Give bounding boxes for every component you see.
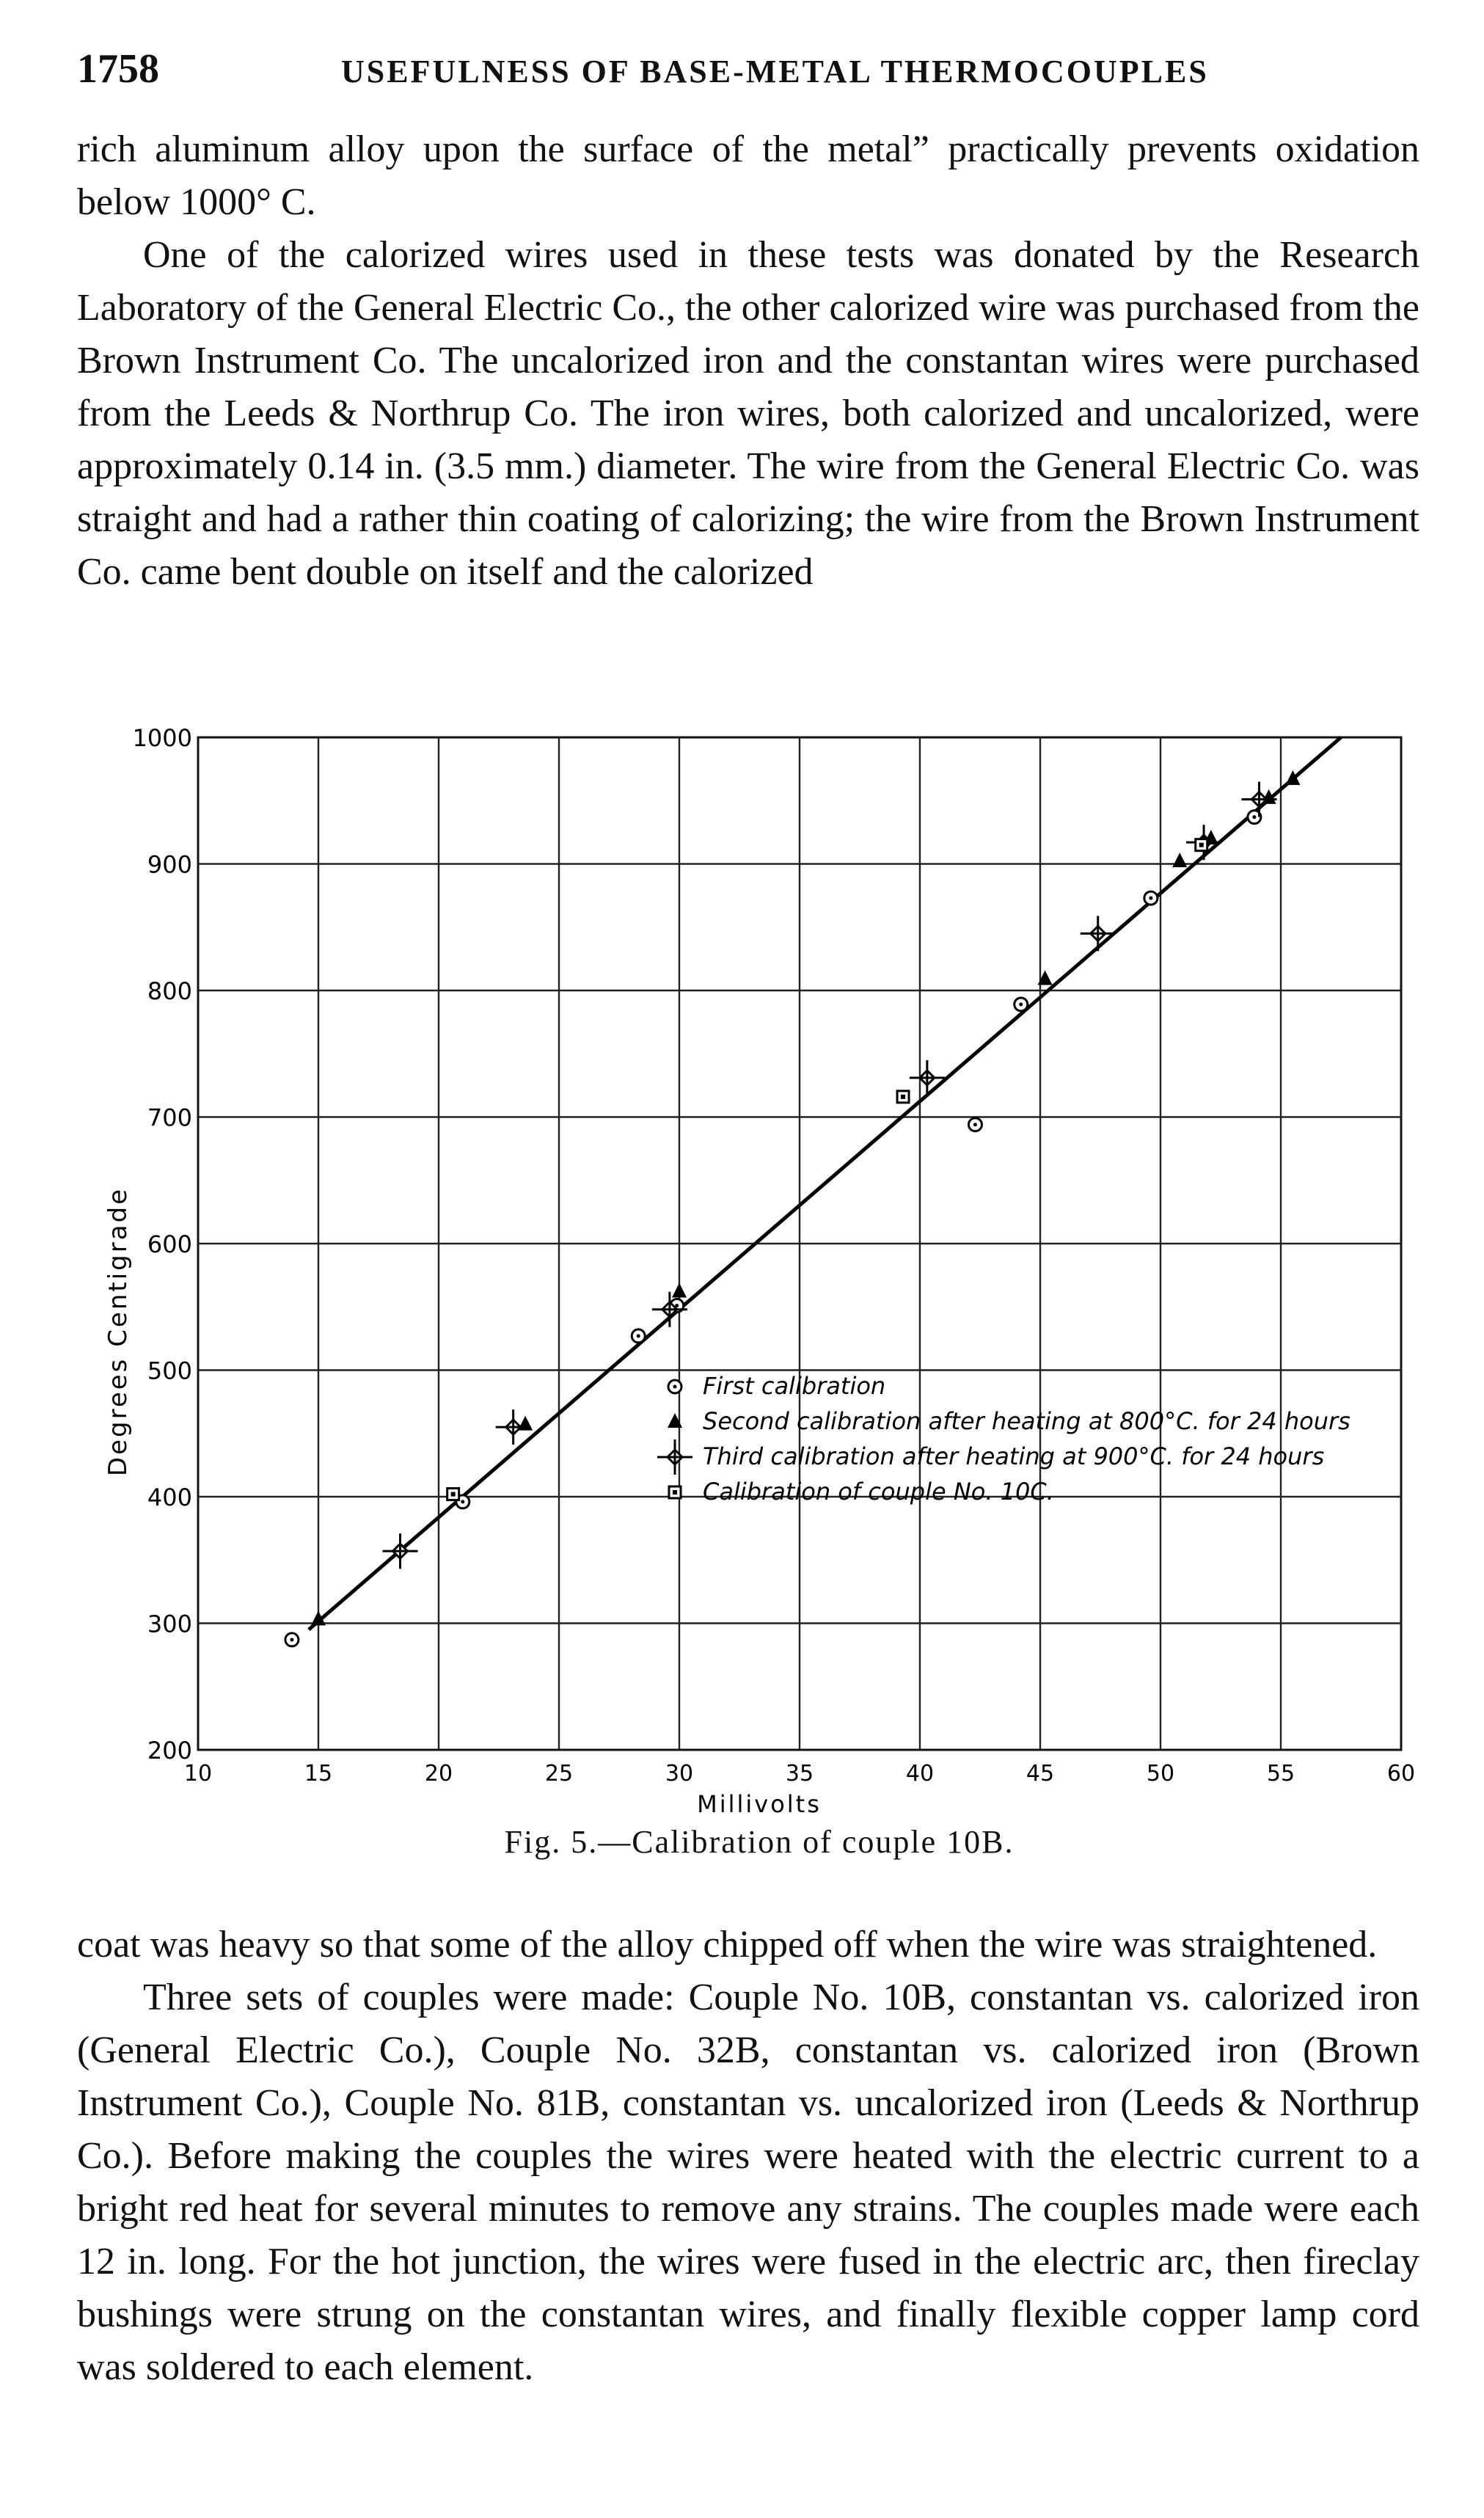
chart-marks <box>285 770 1300 1646</box>
chart-grid <box>198 737 1401 1750</box>
y-tick-label: 200 <box>147 1737 192 1765</box>
x-tick-label: 10 <box>183 1761 213 1787</box>
figure-caption: Fig. 5.—Calibration of couple 10B. <box>504 1824 1015 1860</box>
legend-label: Calibration of couple No. 10C. <box>703 1478 1054 1506</box>
legend-marker-circle-dot <box>668 1380 681 1393</box>
body-text-top <box>77 123 1419 599</box>
legend-label: Second calibration after heating at 800°C. for 24 hours <box>703 1407 1350 1435</box>
running-title: USEFULNESS OF BASE-METAL THERMOCOUPLES <box>341 54 1209 90</box>
legend-marker-diamond-cross <box>657 1439 692 1475</box>
y-tick-label: 500 <box>147 1357 192 1385</box>
data-point-circle-dot <box>1144 891 1158 905</box>
paragraph-coat: coat was heavy so that some of the alloy chipped off when the wire was straightened. <box>77 1924 1378 1966</box>
data-point-square <box>447 1489 459 1500</box>
data-point-triangle <box>1172 853 1187 867</box>
data-point-square <box>897 1091 909 1103</box>
data-point-diamond-cross <box>910 1060 945 1095</box>
data-point-diamond-cross <box>496 1409 531 1445</box>
page-number: 1758 <box>77 46 159 92</box>
body-text-bottom <box>77 1919 1419 2394</box>
y-tick-labels <box>133 724 192 1765</box>
x-tick-label: 40 <box>905 1761 935 1787</box>
x-tick-label: 45 <box>1026 1761 1055 1787</box>
running-head <box>77 45 1419 97</box>
legend-label: Third calibration after heating at 900°C. for 24 hours <box>703 1442 1325 1470</box>
y-tick-label: 1000 <box>132 724 192 752</box>
data-point-square <box>1196 839 1207 851</box>
legend-marker-square <box>669 1486 681 1498</box>
data-point-circle-dot <box>632 1329 645 1343</box>
x-tick-label: 50 <box>1146 1761 1175 1787</box>
chart-legend <box>657 1372 1350 1506</box>
data-point-circle-dot <box>968 1118 982 1131</box>
x-tick-label: 35 <box>785 1761 814 1787</box>
data-point-diamond-cross <box>1081 916 1116 951</box>
data-point-diamond-cross <box>1241 782 1276 817</box>
x-axis-label: Millivolts <box>697 1790 822 1816</box>
x-tick-label: 15 <box>304 1761 333 1787</box>
x-tick-label: 25 <box>544 1761 574 1787</box>
y-tick-label: 700 <box>147 1103 192 1132</box>
x-tick-label: 55 <box>1266 1761 1295 1787</box>
x-tick-labels <box>184 1761 1415 1787</box>
y-axis-label: Degrees Centigrade <box>103 1186 133 1477</box>
paragraph-continued: rich aluminum alloy upon the surface of the metal” practically prevents oxidation below 1000° C. <box>77 128 1419 223</box>
x-tick-label: 30 <box>665 1761 694 1787</box>
data-point-circle-dot <box>285 1633 299 1646</box>
y-tick-label: 900 <box>147 850 192 879</box>
legend-label: First calibration <box>703 1372 886 1400</box>
paragraph-calorized-wires: One of the calorized wires used in these tests was donated by the Research Laboratory of the General Electric Co., the other calorized wire was purchased from the Brown Instrument Co. The uncalorized iron and the constantan wires were purchased from the Leeds & Northrup Co. The iron wires, both calorized and uncalorized, were approximately 0.14 in. (3.5 mm.) diameter. The wire from the General Electric Co. was straight and had a rather thin coating of calorizing; the wire from the Brown Instrument Co. came bent double on itself and the calorized <box>77 234 1419 593</box>
y-tick-label: 600 <box>147 1230 192 1258</box>
figure-calibration <box>88 701 1430 1875</box>
y-tick-label: 800 <box>147 977 192 1005</box>
x-tick-label: 60 <box>1386 1761 1416 1787</box>
paragraph-couples: Three sets of couples were made: Couple No. 10B, constantan vs. calorized iron (General Electric Co.), Couple No. 32B, constantan vs. calorized iron (Brown Instrument Co.), Couple No. 81B, constantan vs. uncalorized iron (Leeds & Northrup Co.). Before making the couples the wires were heated with the electric current to a bright red heat for several minutes to remove any strains. The couples made were each 12 in. long. For the hot junction, the wires were fused in the electric arc, then fireclay bushings were strung on the constantan wires, and finally flexible copper lamp cord was soldered to each element. <box>77 1977 1419 2388</box>
calibration-chart <box>88 701 1430 1816</box>
y-tick-label: 400 <box>147 1484 192 1511</box>
y-tick-label: 300 <box>147 1610 192 1638</box>
x-tick-label: 20 <box>424 1761 453 1787</box>
data-point-triangle <box>672 1283 687 1298</box>
data-point-circle-dot <box>1015 998 1028 1011</box>
